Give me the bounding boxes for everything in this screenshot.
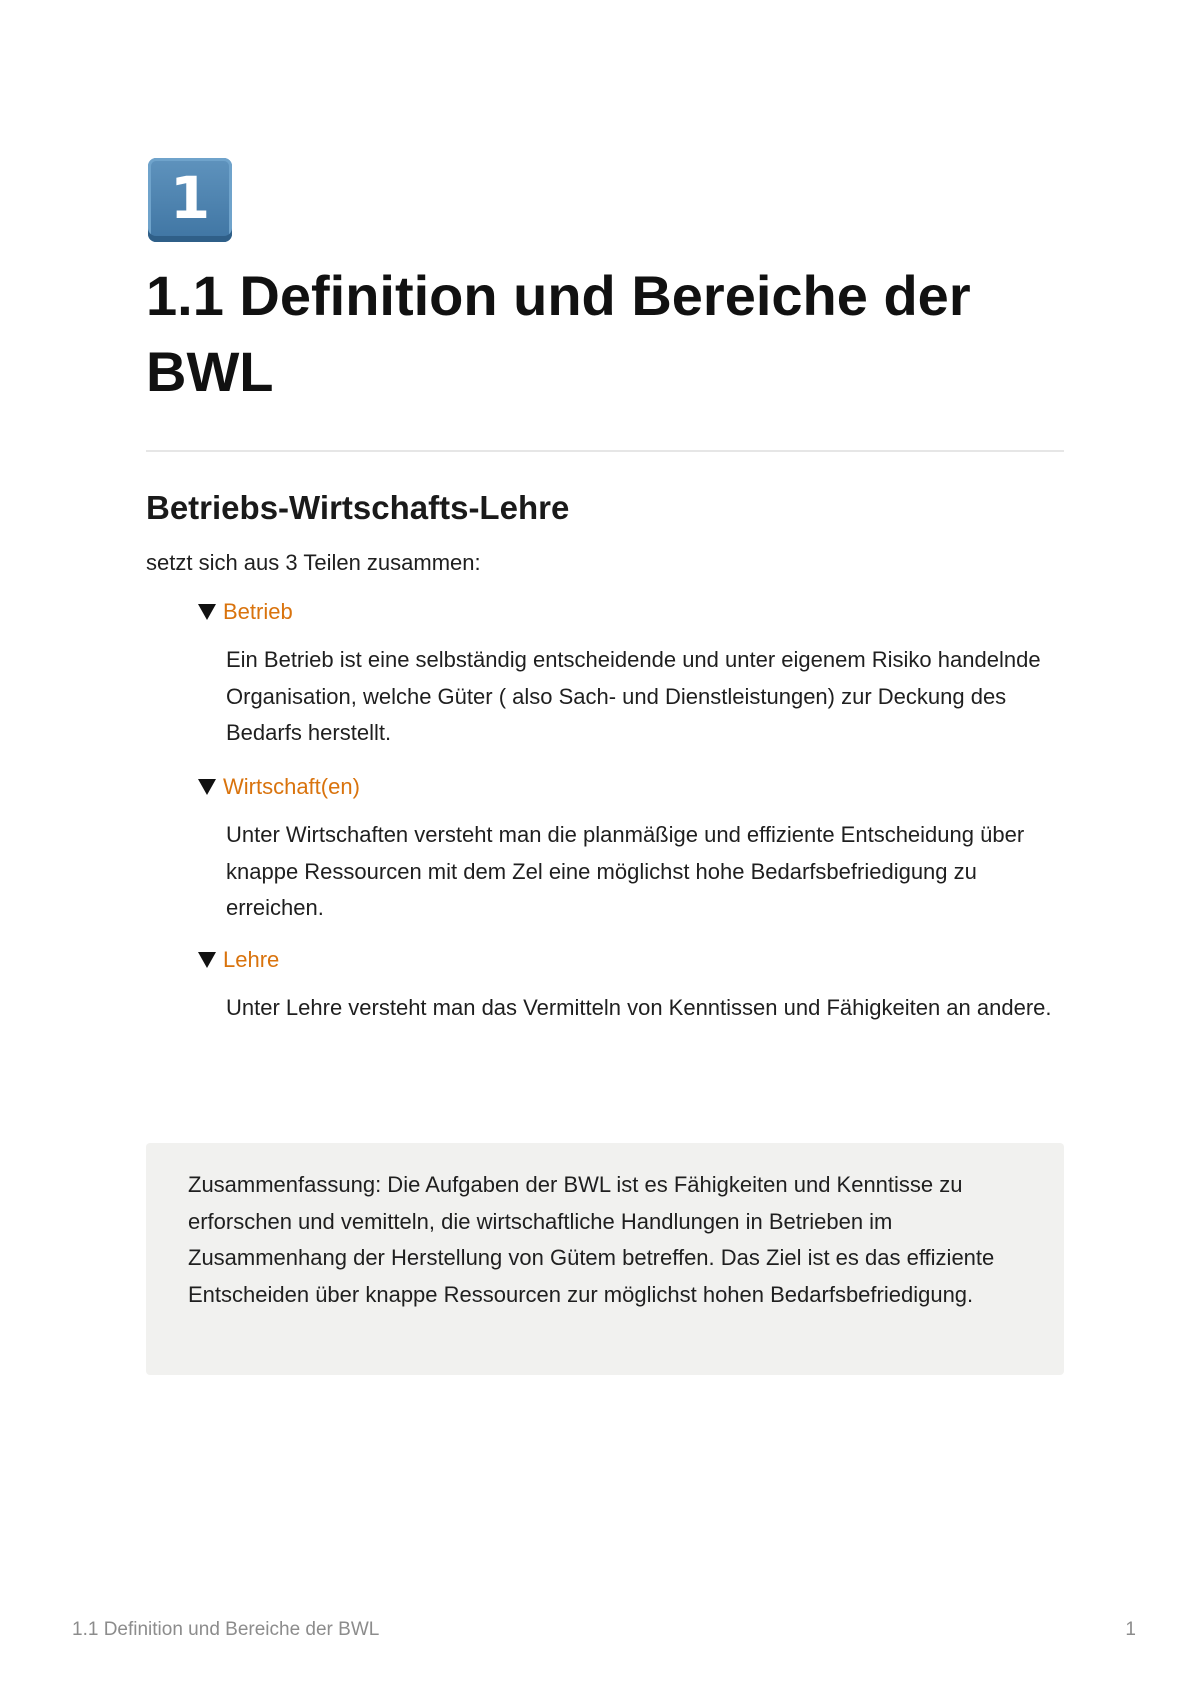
keycap-digit-one-icon — [148, 158, 232, 242]
triangle-down-icon[interactable] — [198, 779, 216, 795]
toggle-betrieb — [198, 596, 1068, 752]
toggle-header-wirtschaften[interactable] — [198, 771, 1068, 803]
section-heading: Betriebs-Wirtschafts-Lehre — [146, 489, 570, 526]
page-icon-digit: 1 — [169, 164, 211, 232]
toggle-body: Unter Wirtschaften versteht man die planmäßige und effiziente Entscheidung über knappe Ressourcen mit dem Zel eine möglichst hohe Bedarfsbefriedigung zu erreichen. — [226, 822, 1025, 920]
intro-text: setzt sich aus 3 Teilen zusammen: — [146, 550, 481, 575]
toggle-label[interactable]: Betrieb — [223, 599, 293, 624]
toggle-header-betrieb[interactable] — [198, 596, 1068, 628]
triangle-down-icon[interactable] — [198, 604, 216, 620]
toggle-body: Unter Lehre versteht man das Vermitteln von Kenntissen und Fähigkeiten an andere. — [226, 995, 1052, 1020]
page-number: 1 — [1125, 1619, 1136, 1640]
triangle-down-icon[interactable] — [198, 952, 216, 968]
toggle-header-lehre[interactable] — [198, 944, 1068, 976]
toggle-lehre — [198, 944, 1068, 1027]
toggle-wirtschaften — [198, 771, 1068, 927]
callout-text: Zusammenfassung: Die Aufgaben der BWL ist es Fähigkeiten und Kenntisse zu erforschen und vemitteln, die wirtschaftliche Handlungen in Betrieben im Zusammenhang der Herstellung von Gütem betreffen. Das Ziel ist es das effiziente Entscheiden über knappe Ressourcen zur möglichst hohen Bedarfsbefriedigung. — [188, 1172, 995, 1307]
toggle-body: Ein Betrieb ist eine selbständig entscheidende und unter eigenem Risiko handelnde Organisation, welche Güter ( also Sach- und Dienstleistungen) zur Deckung des Bedarfs herstellt. — [226, 647, 1041, 745]
divider — [146, 450, 1064, 452]
footer-title: 1.1 Definition und Bereiche der BWL — [72, 1619, 380, 1640]
summary-callout — [146, 1143, 1064, 1375]
toggle-label[interactable]: Lehre — [223, 947, 280, 972]
page-title: 1.1 Definition und Bereiche der BWL — [146, 264, 971, 403]
toggle-label[interactable]: Wirtschaft(en) — [223, 774, 360, 799]
